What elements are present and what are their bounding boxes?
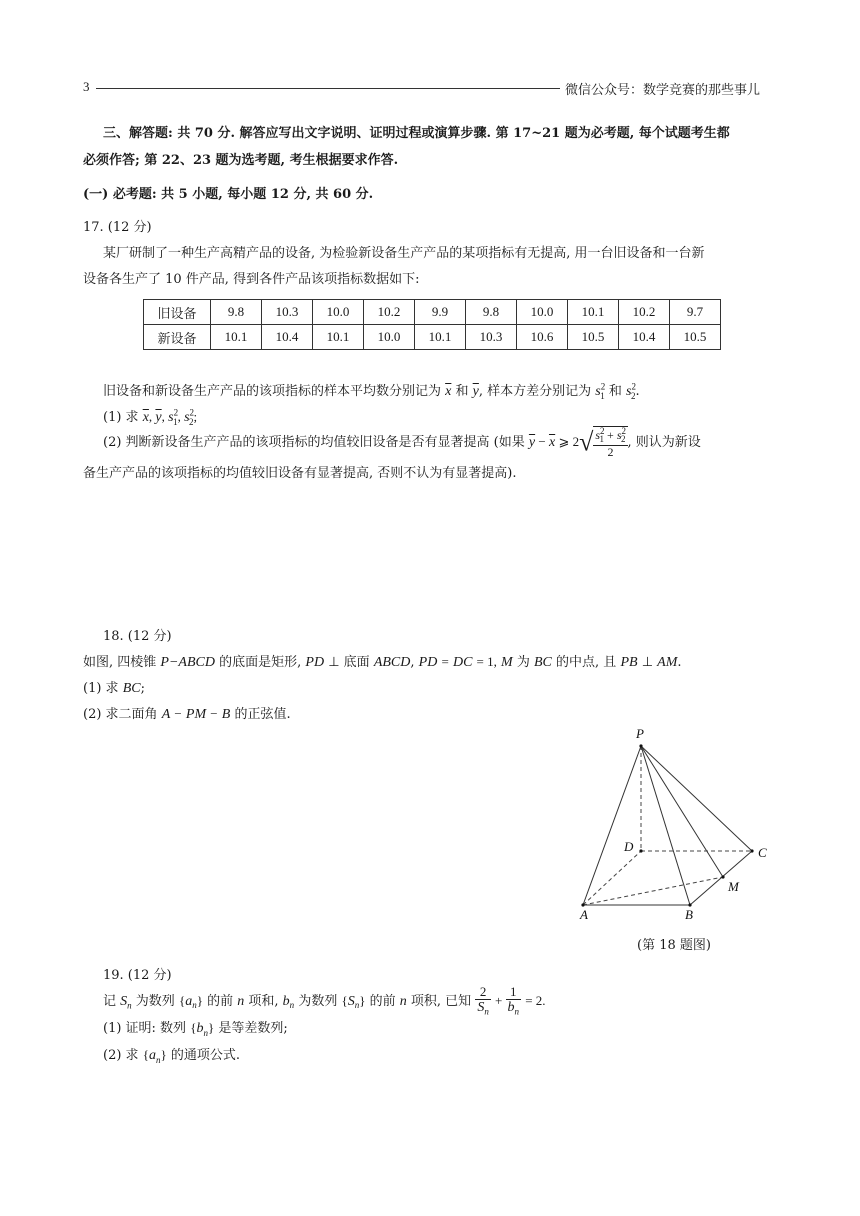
edge-BC xyxy=(690,851,752,905)
q17-part2: (2) 判断新设备生产产品的该项指标的均值较旧设备是否有显著提高 (如果 $\overline{y} - \overline{x}$ ⩾ 2√ $\frac{s^2_1 + s^2_2}{2}$ , 则认为新设 xyxy=(103,426,701,460)
q17-intro-line2: 设备各生产了 10 件产品, 得到各件产品该项指标数据如下: xyxy=(83,272,420,287)
vertex-D xyxy=(639,849,642,852)
section-title-line2: 必须作答; 第 22、23 题为选考题, 考生根据要求作答. xyxy=(83,153,399,168)
table-cell: 10.3 xyxy=(262,300,313,325)
edge-PA xyxy=(583,746,641,905)
q17-data-table xyxy=(143,299,721,350)
q19-statement: 记 $S_n$ 为数列 $\{a_n\}$ 的前 n 项和, $b_n$ 为数列 $\{S_n\}$ 的前 n 项积, 已知 $\frac{2}{S_n}$ + $\frac{1}{b_n}$ = 2. xyxy=(103,984,546,1017)
q18-label: 18. (12 分) xyxy=(103,629,172,644)
label-C: C xyxy=(758,845,767,860)
q19-part1: (1) 证明: 数列 $\{b_n\}$ 是等差数列; xyxy=(103,1020,288,1038)
label-B: B xyxy=(685,907,693,922)
header-rule xyxy=(96,88,560,89)
section-title-line1: 三、解答题: 共 70 分. 解答应写出文字说明、证明过程或演算步骤. 第 17~21 题为必考题, 每个试题考生都 xyxy=(103,126,730,141)
table-cell: 9.9 xyxy=(415,300,466,325)
label-A: A xyxy=(580,907,588,922)
edge-AM xyxy=(583,877,723,905)
header-source: 微信公众号：数学竞赛的那些事儿 xyxy=(565,83,761,98)
table-cell: 10.0 xyxy=(517,300,568,325)
q18-part2: (2) 求二面角 A − PM − B 的正弦值. xyxy=(83,706,291,722)
table-cell: 10.0 xyxy=(364,325,415,350)
table-cell: 10.2 xyxy=(364,300,415,325)
table-cell: 10.1 xyxy=(568,300,619,325)
table-cell: 9.8 xyxy=(466,300,517,325)
table-row-new xyxy=(144,325,721,350)
q19-label: 19. (12 分) xyxy=(103,968,172,983)
vertex-P xyxy=(639,744,642,747)
q17-intro-line1: 某厂研制了一种生产高精产品的设备, 为检验新设备生产产品的某项指标有无提高, 用一台旧设备和一台新 xyxy=(103,246,705,261)
q18-statement: 如图, 四棱锥 P−ABCD 的底面是矩形, PD ⊥ 底面 ABCD, PD = DC = 1, M 为 BC 的中点, 且 PB ⊥ AM. xyxy=(83,654,682,670)
table-cell: 9.7 xyxy=(670,300,721,325)
table-cell: 10.1 xyxy=(313,325,364,350)
table-cell: 9.8 xyxy=(211,300,262,325)
label-P: P xyxy=(636,726,644,741)
edge-AD xyxy=(583,851,641,905)
table-cell: 10.4 xyxy=(262,325,313,350)
q18-part1: (1) 求 BC; xyxy=(83,681,145,696)
row-label-new: 新设备 xyxy=(144,325,211,350)
page-number: 3 xyxy=(83,79,90,94)
table-cell: 10.1 xyxy=(415,325,466,350)
table-cell: 10.2 xyxy=(619,300,670,325)
vertex-C xyxy=(750,849,753,852)
table-cell: 10.6 xyxy=(517,325,568,350)
table-cell: 10.5 xyxy=(568,325,619,350)
table-cell: 10.0 xyxy=(313,300,364,325)
q19-part2: (2) 求 $\{a_n\}$ 的通项公式. xyxy=(103,1047,240,1065)
required-heading: (一) 必考题: 共 5 小题, 每小题 12 分, 共 60 分. xyxy=(83,187,374,202)
label-M: M xyxy=(728,879,739,894)
vertex-M xyxy=(721,875,724,878)
table-row-old xyxy=(144,300,721,325)
figure-caption: (第 18 题图) xyxy=(637,938,711,953)
pyramid-figure xyxy=(570,720,790,930)
q17-part1: (1) 求 $\overline{x}$, $\overline{y}$, $s^2_1$, $s^2_2$; xyxy=(103,407,198,427)
q17-label: 17. (12 分) xyxy=(83,220,152,235)
table-cell: 10.1 xyxy=(211,325,262,350)
table-cell: 10.3 xyxy=(466,325,517,350)
table-cell: 10.4 xyxy=(619,325,670,350)
table-cell: 10.5 xyxy=(670,325,721,350)
row-label-old: 旧设备 xyxy=(144,300,211,325)
q17-part2-line2: 备生产产品的该项指标的均值较旧设备有显著提高, 否则不认为有显著提高). xyxy=(83,466,517,481)
label-D: D xyxy=(624,839,634,854)
q17-statement: 旧设备和新设备生产产品的该项指标的样本平均数分别记为 $\overline{x}$ 和 $\overline{y}$, 样本方差分别记为 $s^2_1$ 和 $s^2_2$. xyxy=(103,381,640,401)
